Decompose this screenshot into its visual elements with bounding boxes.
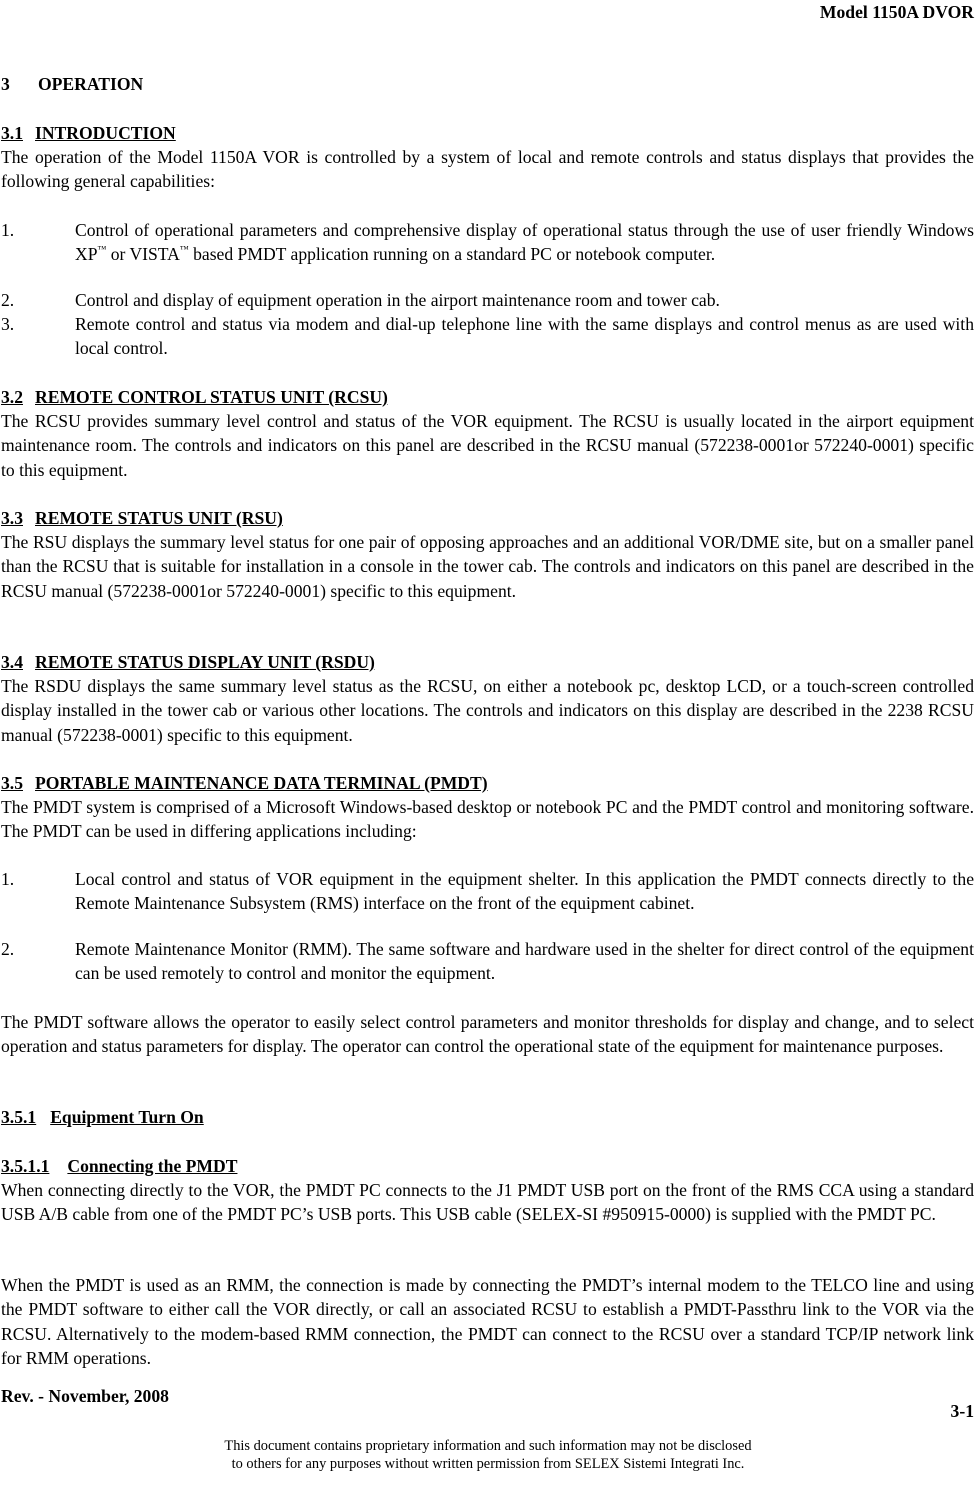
section-3-1-intro: The operation of the Model 1150A VOR is controlled by a system of local and remote controls and status displays that provides the following general capabilities: xyxy=(1,147,974,192)
section-title: REMOTE STATUS DISPLAY UNIT (RSDU) xyxy=(35,652,375,672)
section-3-3-body: The RSU displays the summary level status for one pair of opposing approaches and an additional VOR/DME site, but on a smaller panel than the RCSU that is suitable for installation in a console in the tower cab. The controls and indicators on this panel are described in the RCSU manual (572238-0001or 572240-0001) specific to this equipment. xyxy=(1,532,974,601)
running-header-model: Model 1150A DVOR xyxy=(819,2,974,22)
chapter-heading xyxy=(1,72,143,96)
section-3-5-heading xyxy=(1,771,488,795)
section-title: INTRODUCTION xyxy=(35,123,176,143)
section-3-5-outro: The PMDT software allows the operator to easily select control parameters and monitor thresholds for display and change, and to select operation and status parameters for display. The operator can control the operational state of the equipment for maintenance purposes. xyxy=(1,1012,974,1057)
section-3-5-1-1-paragraph-1: When connecting directly to the VOR, the PMDT PC connects to the J1 PMDT USB port on the front of the RMS CCA using a standard USB A/B cable from one of the PMDT PC’s USB ports. This USB cable (SELEX-SI #950915-0000) is supplied with the PMDT PC. xyxy=(1,1180,974,1225)
chapter-number: 3 xyxy=(1,74,10,94)
list-item-number: 2. xyxy=(1,290,15,310)
chapter-title: OPERATION xyxy=(38,74,144,94)
list-item-number: 1. xyxy=(1,869,15,889)
list-item xyxy=(1,312,974,360)
section-title: PORTABLE MAINTENANCE DATA TERMINAL (PMDT) xyxy=(35,773,488,793)
section-3-5-1-1-heading xyxy=(1,1154,237,1178)
section-number: 3.3 xyxy=(1,508,23,528)
list-item xyxy=(1,218,974,290)
list-item-number: 2. xyxy=(1,939,15,959)
list-item-text: Remote control and status via modem and dial-up telephone line with the same displays and control menus as are used with local control. xyxy=(75,314,974,359)
notice-line-1: This document contains proprietary information and such information may not be disclosed xyxy=(224,1438,752,1454)
section-number: 3.5.1 xyxy=(1,1107,37,1127)
section-3-2-body: The RCSU provides summary level control and status of the VOR equipment. The RCSU is usually located in the airport equipment maintenance room. The controls and indicators on this panel are described in the RCSU manual (572238-0001or 572240-0001) specific to this equipment. xyxy=(1,411,974,480)
list-item-text: Remote Maintenance Monitor (RMM). The same software and hardware used in the shelter for direct control of the equipment can be used remotely to control and monitor the equipment. xyxy=(75,939,974,984)
list-item-number: 3. xyxy=(1,314,15,334)
section-title: Equipment Turn On xyxy=(50,1107,204,1127)
notice-line-2: to others for any purposes without written permission from SELEX Sistemi Integrati Inc. xyxy=(231,1456,745,1472)
section-number: 3.5.1.1 xyxy=(1,1156,50,1176)
footer-revision: Rev. - November, 2008 xyxy=(1,1386,169,1406)
list-item-number: 1. xyxy=(1,220,15,240)
list-item-text: Control of operational parameters and comprehensive display of operational status through the use of user friendly Windows XP™ or VISTA™ based PMDT application running on a standard PC or notebook computer. xyxy=(75,220,974,265)
section-title: Connecting the PMDT xyxy=(67,1156,238,1176)
section-3-4-body: The RSDU displays the same summary level status as the RCSU, on either a notebook pc, desktop LCD, or a touch-screen controlled display installed in the tower cab or various other locations. The controls and indicators on this display are described in the 2238 RCSU manual (572238-0001) specific to this equipment. xyxy=(1,676,974,745)
section-3-3-heading xyxy=(1,506,283,530)
section-number: 3.5 xyxy=(1,773,23,793)
footer-page-number: 3-1 xyxy=(950,1401,974,1421)
section-3-5-1-heading xyxy=(1,1105,204,1129)
section-title: REMOTE STATUS UNIT (RSU) xyxy=(35,508,283,528)
section-3-1-heading xyxy=(1,121,176,145)
list-item-text: Local control and status of VOR equipment in the equipment shelter. In this application the PMDT connects directly to the Remote Maintenance Subsystem (RMS) interface on the front of the equipment cabinet. xyxy=(75,869,974,914)
section-number: 3.2 xyxy=(1,387,23,407)
section-title: REMOTE CONTROL STATUS UNIT (RCSU) xyxy=(35,387,388,407)
list-item xyxy=(1,867,974,939)
list-item xyxy=(1,288,974,312)
section-3-2-heading xyxy=(1,385,388,409)
section-3-5-intro: The PMDT system is comprised of a Microsoft Windows-based desktop or notebook PC and the PMDT control and monitoring software. The PMDT can be used in differing applications including: xyxy=(1,797,974,842)
section-number: 3.1 xyxy=(1,123,23,143)
section-3-5-1-1-paragraph-2: When the PMDT is used as an RMM, the connection is made by connecting the PMDT’s internal modem to the TELCO line and using the PMDT software to either call the VOR directly, or call an associated RCSU to establish a PMDT-Passthru link to the VOR via the RCSU. Alternatively to the modem-based RMM connection, the PMDT can connect to the RCSU over a standard TCP/IP network link for RMM operations. xyxy=(1,1275,974,1369)
section-number: 3.4 xyxy=(1,652,23,672)
section-3-4-heading xyxy=(1,650,375,674)
footer-proprietary-notice xyxy=(0,1437,976,1473)
list-item-text: Control and display of equipment operation in the airport maintenance room and tower cab. xyxy=(75,290,720,310)
list-item xyxy=(1,937,974,985)
